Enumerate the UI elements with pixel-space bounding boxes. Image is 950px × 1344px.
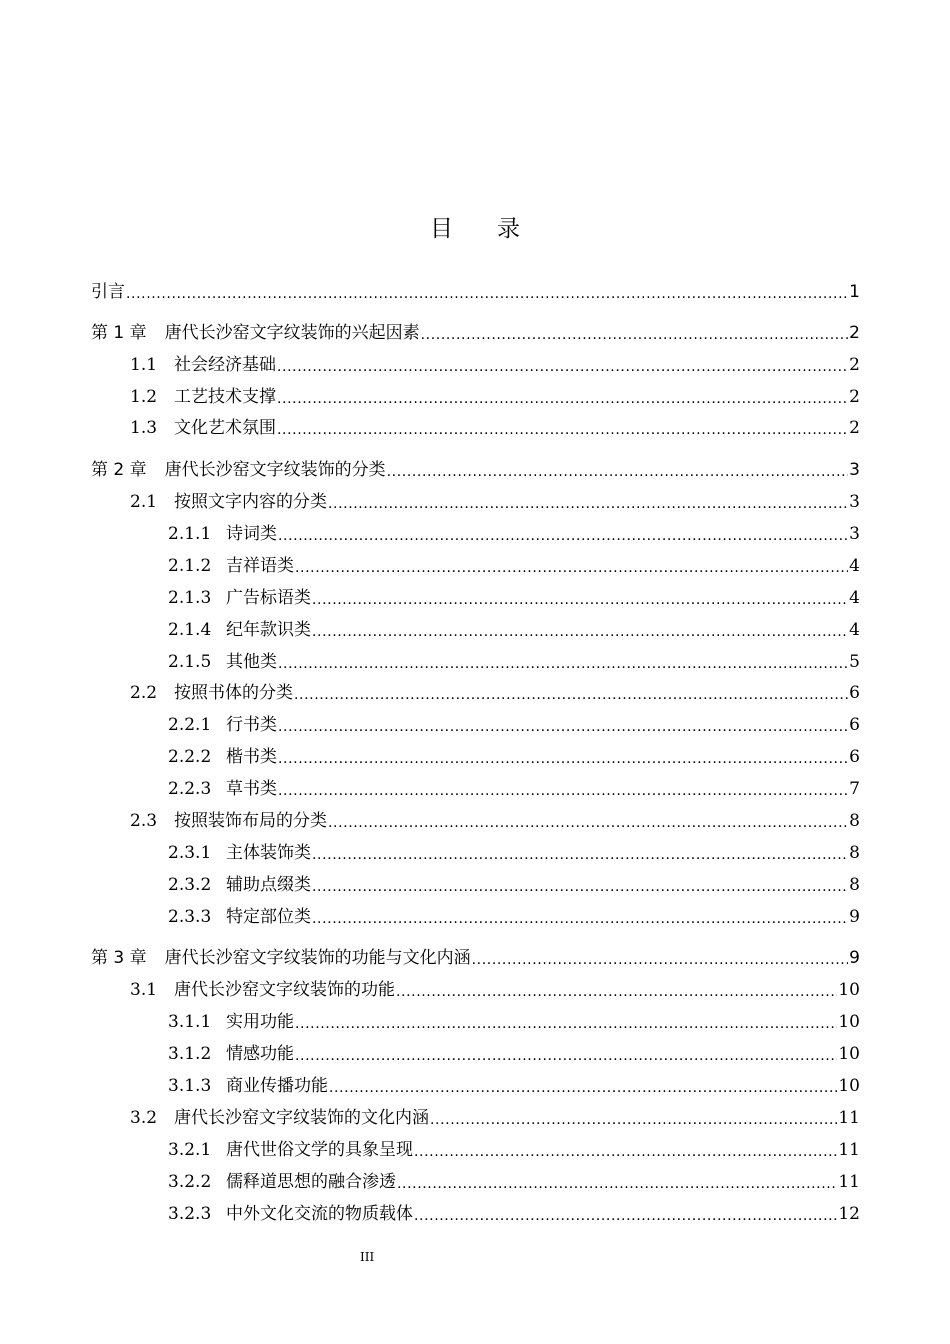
toc-entry-label: 楷书类	[226, 747, 277, 767]
toc-entry-label: 中外文化交流的物质载体	[226, 1204, 413, 1224]
dot-leader	[329, 1075, 837, 1097]
title-char-right: 录	[497, 216, 520, 242]
toc-entry-label: 社会经济基础	[174, 355, 276, 375]
dot-leader	[397, 1171, 837, 1193]
dot-leader	[295, 555, 848, 577]
toc-entry-label: 吉祥语类	[226, 556, 294, 576]
toc-entry	[130, 489, 860, 513]
toc-entry-label: 商业传播功能	[226, 1076, 328, 1096]
dot-leader	[278, 714, 848, 736]
toc-entry-number: 3.2.3	[168, 1204, 212, 1224]
footer-page-number: III	[360, 1250, 375, 1264]
toc-entry	[168, 1137, 860, 1161]
dot-leader	[312, 587, 848, 609]
toc-entry	[168, 872, 860, 896]
toc-entry	[91, 945, 860, 969]
dot-leader	[312, 874, 848, 896]
toc-entry-label: 行书类	[226, 715, 277, 735]
dot-leader	[278, 778, 848, 800]
dot-leader	[295, 1011, 837, 1033]
toc-entry	[168, 744, 860, 768]
toc-entry-number: 1.2	[130, 387, 158, 407]
dot-leader	[278, 523, 848, 545]
toc-entry-page-number: 9	[849, 948, 860, 968]
toc-entry-label: 诗词类	[226, 524, 277, 544]
toc-entry-number: 2.1.2	[168, 556, 212, 576]
toc-entry-label: 纪年款识类	[226, 620, 311, 640]
toc-entry	[168, 904, 860, 928]
dot-leader	[414, 1139, 837, 1161]
toc-entry-page-number: 4	[849, 620, 860, 640]
toc-entry-number: 2.1.3	[168, 588, 212, 608]
toc-entry	[130, 384, 860, 408]
toc-entry	[168, 553, 860, 577]
dot-leader	[396, 979, 837, 1001]
toc-entry-number: 1.3	[130, 418, 158, 438]
toc-entry	[168, 776, 860, 800]
toc-entry-number: 2.3.3	[168, 907, 212, 927]
toc-entry-label: 引言	[91, 282, 125, 302]
toc-entry-number: 2.1.4	[168, 620, 212, 640]
toc-entry-number: 3.1.2	[168, 1044, 212, 1064]
toc-entry-label: 文化艺术氛围	[174, 418, 276, 438]
dot-leader	[294, 682, 848, 704]
toc-entry-page-number: 4	[849, 556, 860, 576]
toc-entry	[168, 521, 860, 545]
toc-entry-label: 主体装饰类	[226, 843, 311, 863]
toc-entry	[168, 585, 860, 609]
toc-entry	[130, 415, 860, 439]
toc-entry-page-number: 10	[838, 1044, 860, 1064]
page-title	[0, 210, 950, 243]
toc-entry-number: 2.3	[130, 811, 158, 831]
toc-entry-number: 2.1	[130, 492, 158, 512]
toc-entry	[168, 1073, 860, 1097]
toc-entry-label: 广告标语类	[226, 588, 311, 608]
toc-entry-number: 3.2.2	[168, 1172, 212, 1192]
toc-entry-page-number: 9	[849, 907, 860, 927]
toc-entry-number: 3.2.1	[168, 1140, 212, 1160]
toc-entry-page-number: 2	[849, 323, 860, 343]
toc-entry-number: 2.2.1	[168, 715, 212, 735]
toc-entry	[168, 1169, 860, 1193]
toc-entry-page-number: 8	[849, 811, 860, 831]
toc-entry-page-number: 10	[838, 980, 860, 1000]
toc-entry-label: 情感功能	[226, 1044, 294, 1064]
dot-leader	[278, 651, 848, 673]
toc-entry-label: 其他类	[226, 652, 277, 672]
dot-leader	[414, 1203, 837, 1225]
toc-entry-label: 儒释道思想的融合渗透	[226, 1172, 396, 1192]
toc-entry-page-number: 6	[849, 715, 860, 735]
toc-entry-label: 特定部位类	[226, 907, 311, 927]
toc-entry-label: 实用功能	[226, 1012, 294, 1032]
toc-entry-page-number: 3	[849, 492, 860, 512]
toc-entry-label: 唐代长沙窑文字纹装饰的文化内涵	[174, 1108, 429, 1128]
toc-entry-page-number: 6	[849, 747, 860, 767]
toc-entry-number: 3.1	[130, 980, 158, 1000]
toc-entry-number: 2.1.5	[168, 652, 212, 672]
toc-entry-number: 2.3.2	[168, 875, 212, 895]
toc-entry-page-number: 2	[849, 387, 860, 407]
toc-entry-page-number: 2	[849, 418, 860, 438]
toc-entry-page-number: 8	[849, 875, 860, 895]
toc-entry	[168, 840, 860, 864]
toc-entry-label: 按照书体的分类	[174, 683, 293, 703]
toc-entry-number: 2.2.2	[168, 747, 212, 767]
toc-entry-label: 唐代长沙窑文字纹装饰的功能与文化内涵	[164, 948, 471, 968]
title-char-left: 目	[430, 216, 453, 242]
toc-entry-page-number: 5	[849, 652, 860, 672]
toc-entry	[168, 1201, 860, 1225]
toc-entry	[130, 680, 860, 704]
dot-leader	[126, 281, 848, 303]
dot-leader	[277, 354, 848, 376]
dot-leader	[421, 322, 849, 344]
toc-entry-number: 2.2.3	[168, 779, 212, 799]
toc-entry	[91, 279, 860, 303]
toc-entry-number: 3.1.3	[168, 1076, 212, 1096]
toc-entry-page-number: 3	[849, 460, 860, 480]
toc-entry	[91, 320, 860, 344]
toc-entry-page-number: 4	[849, 588, 860, 608]
toc-entry-page-number: 7	[849, 779, 860, 799]
toc-entry	[168, 1041, 860, 1065]
toc-entry-label: 按照文字内容的分类	[174, 492, 327, 512]
dot-leader	[312, 906, 848, 928]
toc-entry	[130, 352, 860, 376]
toc-entry-page-number: 11	[838, 1108, 860, 1128]
toc-entry	[130, 1105, 860, 1129]
toc-entry	[168, 617, 860, 641]
toc-entry-number: 第 1 章	[91, 323, 147, 343]
toc-entry-number: 1.1	[130, 355, 158, 375]
toc-entry-number: 2.3.1	[168, 843, 212, 863]
dot-leader	[277, 386, 848, 408]
dot-leader	[278, 746, 848, 768]
toc-entry-page-number: 11	[838, 1172, 860, 1192]
toc-entry-label: 辅助点缀类	[226, 875, 311, 895]
toc-entry-page-number: 8	[849, 843, 860, 863]
dot-leader	[312, 842, 848, 864]
toc-entry-label: 唐代长沙窑文字纹装饰的分类	[164, 460, 386, 480]
dot-leader	[312, 619, 848, 641]
toc-entry-label: 唐代世俗文学的具象呈现	[226, 1140, 413, 1160]
toc-entry-number: 2.2	[130, 683, 158, 703]
toc-entry-page-number: 10	[838, 1012, 860, 1032]
dot-leader	[295, 1043, 837, 1065]
toc-entry	[168, 649, 860, 673]
toc-entry-page-number: 2	[849, 355, 860, 375]
toc-entry-page-number: 1	[849, 282, 860, 302]
toc-entry-page-number: 12	[838, 1204, 860, 1224]
toc-entry-number: 3.1.1	[168, 1012, 212, 1032]
toc-entry-number: 2.1.1	[168, 524, 212, 544]
toc-entry-number: 第 2 章	[91, 460, 147, 480]
toc-entry-label: 工艺技术支撑	[174, 387, 276, 407]
dot-leader	[430, 1107, 837, 1129]
dot-leader	[277, 417, 848, 439]
toc-entry-number: 第 3 章	[91, 948, 147, 968]
toc-entry-number: 3.2	[130, 1108, 158, 1128]
toc-entry-label: 按照装饰布局的分类	[174, 811, 327, 831]
toc-entry	[130, 977, 860, 1001]
dot-leader	[328, 491, 848, 513]
toc-entry	[130, 808, 860, 832]
toc-entry-page-number: 6	[849, 683, 860, 703]
toc-entry-label: 唐代长沙窑文字纹装饰的兴起因素	[164, 323, 420, 343]
toc-entry-label: 草书类	[226, 779, 277, 799]
toc-entry	[168, 712, 860, 736]
toc-entry	[168, 1009, 860, 1033]
dot-leader	[328, 810, 848, 832]
toc-entry	[91, 457, 860, 481]
dot-leader	[472, 947, 849, 969]
toc-entry-page-number: 11	[838, 1140, 860, 1160]
toc-entry-page-number: 10	[838, 1076, 860, 1096]
toc-entry-label: 唐代长沙窑文字纹装饰的功能	[174, 980, 395, 1000]
toc-entry-page-number: 3	[849, 524, 860, 544]
dot-leader	[387, 459, 849, 481]
